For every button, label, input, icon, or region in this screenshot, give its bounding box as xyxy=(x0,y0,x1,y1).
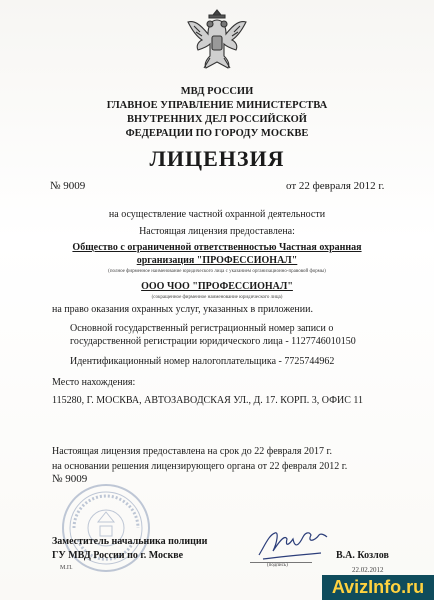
ministry-line-3: ВНУТРЕННИХ ДЕЛ РОССИЙСКОЙ xyxy=(127,114,307,125)
license-date: от 22 февраля 2012 г. xyxy=(286,180,385,192)
license-number: № 9009 xyxy=(50,180,86,192)
signatory-position-line-1: Заместитель начальника полиции xyxy=(52,536,208,547)
address-value: 115280, Г. МОСКВА, АВТОЗАВОДСКАЯ УЛ., Д. 17. КОРП. 3, ОФИС 11 xyxy=(52,395,364,406)
issued-to-label: Настоящая лицензия предоставлена: xyxy=(139,226,295,237)
site-watermark xyxy=(322,575,434,600)
ogrn-line-2: государственной регистрации юридического лица - 1127746010150 xyxy=(70,336,356,347)
ministry-line-2: ГЛАВНОЕ УПРАВЛЕНИЕ МИНИСТЕРСТВА xyxy=(106,100,328,111)
signatory-position-line-2: ГУ МВД России по г. Москве xyxy=(52,550,184,561)
watermark-text: AvizInfo.ru xyxy=(331,577,425,597)
decision-number: № 9009 xyxy=(52,473,88,485)
inn-line: Идентификационный номер налогоплательщика - 7725744962 xyxy=(70,356,335,367)
stamp-place-label: М.П. xyxy=(60,565,73,571)
full-name-caption: (полное фирменное наименование юридического лица с указанием организационно-правовой формы) xyxy=(108,269,326,274)
signatory-name: В.А. Козлов xyxy=(336,550,389,561)
signature-caption: (подпись) xyxy=(267,563,288,568)
short-name: ООО ЧОО "ПРОФЕССИОНАЛ" xyxy=(141,281,293,292)
license-scope: на право оказания охранных услуг, указанных в приложении. xyxy=(52,304,313,315)
ogrn-line-1: Основной государственный регистрационный номер записи о xyxy=(70,323,334,334)
license-purpose: на осуществление частной охранной деятельности xyxy=(108,209,326,220)
signing-date: 22.02.2012 xyxy=(352,566,384,574)
ministry-line-1: МВД РОССИИ xyxy=(180,86,254,97)
full-name-line-1: Общество с ограниченной ответственностью Частная охранная xyxy=(72,242,362,253)
document-title: ЛИЦЕНЗИЯ xyxy=(149,146,285,171)
address-label: Место нахождения: xyxy=(52,377,136,388)
full-name-line-2: организация "ПРОФЕССИОНАЛ" xyxy=(136,255,298,266)
handwritten-signature xyxy=(255,525,330,565)
basis-line: на основании решения лицензирующего органа от 22 февраля 2012 г. xyxy=(52,461,348,472)
ministry-line-4: ФЕДЕРАЦИИ ПО ГОРОДУ МОСКВЕ xyxy=(125,128,309,139)
short-name-caption: (сокращенное фирменное наименование юридического лица) xyxy=(151,295,283,300)
coat-of-arms-emblem xyxy=(186,6,248,76)
term-line: Настоящая лицензия предоставлена на срок до 22 февраля 2017 г. xyxy=(52,446,332,457)
